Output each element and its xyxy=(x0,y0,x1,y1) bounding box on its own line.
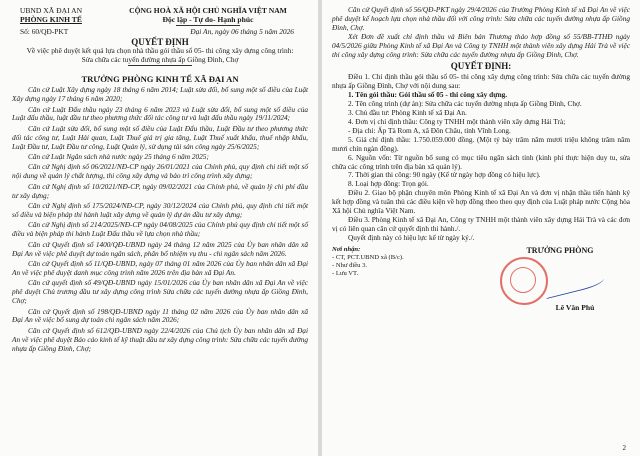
effect-clause: Quyết định này có hiệu lực kể từ ngày ký./. xyxy=(348,232,475,242)
department-name: PHÒNG KINH TẾ xyxy=(20,15,82,24)
signature-block xyxy=(490,246,630,312)
header xyxy=(12,6,308,26)
item-contractor: 4. Đơn vị chỉ định thầu: Công ty TNHH một thành viên xây dựng Hải Trà; xyxy=(348,116,566,126)
preamble-paragraph: Căn cứ Luật Đấu thầu ngày 23 tháng 6 năm 2023 và Luật sửa đổi, bổ sung một số điều của Luật đấu thầu, luật đầu tư theo phương thức đối tác công tư và luật đấu thầu ngày 19/11/2024; xyxy=(12,104,308,123)
recipients-block xyxy=(332,246,404,312)
nation-title: CỘNG HOÀ XÃ HỘI CHỦ NGHĨA VIỆT NAM xyxy=(129,6,287,15)
signature-area xyxy=(332,246,630,312)
handwritten-signature xyxy=(543,270,605,299)
recipients-label: Nơi nhận: xyxy=(332,245,361,253)
article-3: Điều 3. Phòng Kinh tế xã Đại An, Công ty TNHH một thành viên xây dựng Hải Trà và các đơn vị có liên quan căn cứ quyết định thi hành./. xyxy=(332,214,630,233)
recipient-item: - Như điều 3. xyxy=(332,261,368,269)
document-page-1 xyxy=(0,0,318,456)
item-price: 5. Giá chỉ định thầu: 1.750.059.000 đồng. (Một tỷ bảy trăm năm mươi triệu không trăm năm mươi chín ngàn đồng). xyxy=(332,134,630,153)
agency-name: UBND XÃ ĐẠI AN xyxy=(19,6,83,15)
signer-name: Lê Văn Phú xyxy=(555,302,595,312)
doc-subject-2: Sửa chữa các tuyến đường nhựa ấp Giồng Đình, Chợ xyxy=(81,54,239,64)
item-contract-type: 8. Loại hợp đồng: Trọn gói. xyxy=(348,179,429,189)
doc-date: Đại An, ngày 06 tháng 5 năm 2026 xyxy=(190,27,294,36)
signer-title: TRƯỞNG PHÒNG xyxy=(526,245,594,255)
preamble-paragraph: Căn cứ Quyết định số 56/QĐ-PKT ngày 29/4/2026 của Trưởng Phòng Kinh tế xã Đại An về việc phê duyệt kế hoạch lựa chọn nhà thầu đối với công trình: Sửa chữa các tuyến đường nhựa ấp Giồng Đình, Chợ. xyxy=(332,5,630,32)
preamble-paragraph: Căn cứ Luật sửa đổi, bổ sung một số điều của Luật Đấu thầu, Luật Đầu tư theo phương thức đối tác công tư, Luật Hải quan, Luật Thuế giá trị gia tăng, Luật Thuế xuất khẩu, thuế nhập khẩu, Luật Đầu tư, Luật Đầu tư công, Luật Quản lý, sử dụng tài sản công ngày 25/6/2025; xyxy=(12,123,308,151)
item-package-name: 1. Tên gói thầu: Gói thầu số 05 - thi công xây dựng. xyxy=(348,90,508,100)
item-project-name: 2. Tên công trình (dự án): Sửa chữa các tuyến đường nhựa ấp Giồng Đình, Chợ. xyxy=(348,99,582,109)
subject-underline xyxy=(128,65,192,66)
authority-heading: TRƯỞNG PHÒNG KINH TẾ XÃ ĐẠI AN xyxy=(81,74,239,85)
motto-underline xyxy=(176,25,240,26)
preamble-paragraph: Căn cứ Quyết định số 198/QĐ-UBND ngày 11 tháng 02 năm 2026 của Ủy ban nhân dân xã Đại An về việc bổ sung dự toán chi ngân sách năm 2026; xyxy=(12,306,308,325)
preamble-paragraph: Căn cứ Luật Ngân sách nhà nước ngày 25 tháng 6 năm 2025; xyxy=(28,152,209,162)
doc-title: QUYẾT ĐỊNH xyxy=(131,37,189,47)
item-investor: 3. Chủ đầu tư: Phòng Kinh tế xã Đại An. xyxy=(348,108,467,118)
preamble-paragraph: Căn cứ Quyết định số 612/QĐ-UBND ngày 22/4/2026 của Chủ tịch Ủy ban nhân dân xã Đại An về việc phê duyệt Báo cáo kinh tế kỹ thuật đầu tư xây dựng công trình: Sửa chữa các tuyến đường nhựa ấp Giồng Đình, Chợ; xyxy=(12,325,308,353)
decision-heading: QUYẾT ĐỊNH: xyxy=(450,61,512,72)
official-seal xyxy=(500,257,548,305)
doc-subject-1: Về việc phê duyệt kết quả lựa chọn nhà thầu gói thầu số 05- thi công xây dựng công trình: xyxy=(26,46,294,55)
doc-number: Số: 60/QĐ-PKT xyxy=(20,27,69,36)
page-number: 2 xyxy=(622,444,626,452)
preamble xyxy=(12,86,308,353)
preamble-paragraph: Căn cứ Quyết định số 11/QĐ-UBND, ngày 07 tháng 01 năm 2026 của Ủy ban nhân dân xã Đại An về việc phê duyệt danh mục công trình năm 2026 trên địa bàn xã Đại An. xyxy=(12,259,308,277)
item-address: - Địa chỉ: Ấp Tà Rom A, xã Đôn Châu, tỉnh Vĩnh Long. xyxy=(348,125,511,135)
preamble-paragraph: Căn cứ Luật Xây dựng ngày 18 tháng 6 năm 2014; Luật sửa đổi, bổ sung một số điều của Luật Xây dựng ngày 17 tháng 6 năm 2020; xyxy=(12,85,308,104)
article-1: Điều 1. Chỉ định thầu gói thầu số 05- thi công xây dựng công trình: Sửa chữa các tuyến đường nhựa ấp Giồng Đình, Chợ với nội dung sau: xyxy=(332,72,630,91)
article-2: Điều 2. Giao bộ phận chuyên môn Phòng Kinh tế xã Đại An và đơn vị nhận thầu tiến hành ký kết hợp đồng và tuân thủ các điều kiện về hợp đồng theo theo quy định của Luật pháp nước Cộng hòa Xã hội Chủ nghĩa Việt Nam. xyxy=(332,188,630,216)
recipient-item: - Lưu VT. xyxy=(332,269,359,277)
nation-block xyxy=(108,6,308,26)
nation-motto: Độc lập - Tự do- Hạnh phúc xyxy=(162,15,254,24)
preamble-paragraph: Căn cứ quyết định số 49/QĐ-UBND ngày 15/01/2026 của Ủy ban nhân dân xã Đại An về việc phê duyệt Chủ trương đầu tư xây dựng công trình Sửa chữa các tuyến đường nhựa ấp Giồng Đình, Chợ; xyxy=(12,278,308,306)
preamble-paragraph: Căn cứ Nghị định số 06/2021/NĐ-CP ngày 26/01/2021 của Chính phủ, quy định chi tiết một số nội dung về quản lý chất lượng, thi công xây dựng và bảo trì công trình xây dựng; xyxy=(12,162,308,181)
item-duration: 7. Thời gian thi công: 90 ngày (Kể từ ngày hợp đồng có hiệu lực). xyxy=(348,170,541,180)
preamble-paragraph: Căn cứ Nghị định số 175/2024/NĐ-CP, ngày 30/12/2024 của Chính phủ, quy định chi tiết một số điều và biện pháp thi hành luật xây dựng về quản lý dự án đầu tư xây dựng; xyxy=(12,201,308,219)
preamble-paragraph: Xét Đơn đề xuất chỉ định thầu và Biên bản Thương thảo hợp đồng số 55/BB-TTHĐ ngày 04/5/2026 giữa Phòng Kinh tế xã Đại An và Công ty TNHH một thành viên xây dựng Hải Trà về việc thi công xây dựng công trình: Sửa chữa các tuyến đường nhựa ấp Giồng Đình, Chợ. xyxy=(332,31,630,59)
seal-and-signature xyxy=(490,255,630,303)
preamble-paragraph: Căn cứ Quyết định số 1400/QĐ-UBND ngày 24 tháng 12 năm 2025 của Ủy ban nhân dân xã Đại An về việc phê duyệt dự toán ngân sách, phân bổ nhiệm vụ thu - chi ngân sách năm 2026. xyxy=(12,239,308,258)
agency-block xyxy=(12,6,90,26)
preamble-paragraph: Căn cứ Nghị định số 214/2025/NĐ-CP ngày 04/08/2025 của Chính phủ quy định chi tiết một số điều và biện pháp thi hành Luật Đấu thầu về lựa chọn nhà thầu; xyxy=(12,220,308,239)
doc-meta xyxy=(12,27,308,36)
recipient-item: - CT, PCT.UBND xã (B/c). xyxy=(332,253,404,261)
item-funding: 6. Nguồn vốn: Từ nguồn bổ sung có mục tiêu ngân sách tỉnh (kinh phí thực hiện duy tu, sửa chữa các công trình trên địa bàn xã quản lý). xyxy=(332,152,630,171)
document-page-2 xyxy=(322,0,640,456)
preamble-paragraph: Căn cứ Nghị định số 10/2021/NĐ-CP, ngày 09/02/2021 của Chính phủ, về quản lý chi phí đầu tư xây dựng; xyxy=(12,181,308,200)
